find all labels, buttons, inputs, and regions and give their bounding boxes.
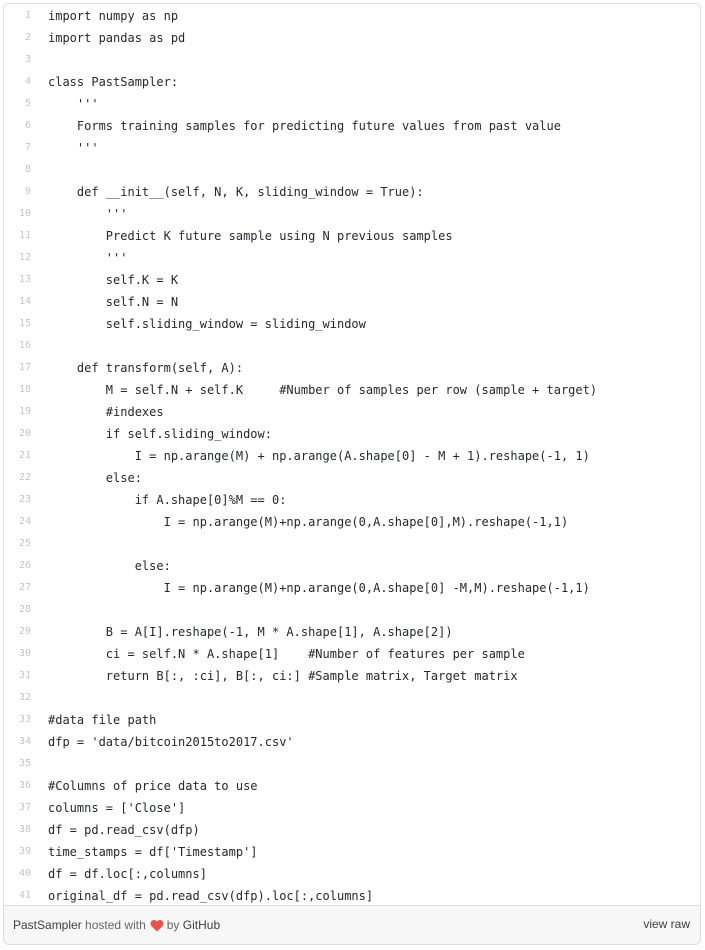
line-number[interactable]: 16 — [18, 340, 31, 351]
code-text: if A.shape[0]%M == 0: — [48, 493, 287, 507]
code-line — [4, 137, 700, 159]
hosted-with-text: hosted with — [85, 918, 146, 932]
line-number[interactable]: 20 — [18, 428, 31, 439]
code-text — [31, 49, 48, 71]
code-line — [4, 731, 700, 753]
line-number[interactable]: 33 — [18, 714, 31, 725]
heart-icon — [150, 919, 164, 932]
code-text: ''' — [48, 251, 128, 265]
code-line — [4, 621, 700, 643]
code-line — [4, 269, 700, 291]
code-line — [4, 577, 700, 599]
code-text: self.N = N — [48, 295, 179, 309]
line-number[interactable]: 32 — [18, 692, 31, 703]
code-text — [31, 687, 48, 709]
code-line — [4, 181, 700, 203]
code-text: #data file path — [48, 713, 157, 727]
view-raw-link[interactable]: view raw — [643, 917, 690, 931]
code-text: #indexes — [48, 405, 164, 419]
code-line — [4, 247, 700, 269]
code-viewer — [4, 5, 700, 908]
code-line — [4, 687, 700, 709]
line-number[interactable]: 25 — [18, 538, 31, 549]
code-text — [31, 599, 48, 621]
code-text: dfp = 'data/bitcoin2015to2017.csv' — [48, 735, 294, 749]
line-number[interactable]: 34 — [18, 736, 31, 747]
code-text: I = np.arange(M)+np.arange(0,A.shape[0] -M,M).reshape(-1,1) — [48, 581, 590, 595]
code-text: import numpy as np — [48, 9, 179, 23]
code-line — [4, 599, 700, 621]
code-line — [4, 49, 700, 71]
line-number[interactable]: 8 — [24, 164, 31, 175]
code-text: columns = ['Close'] — [48, 801, 186, 815]
line-number[interactable]: 27 — [18, 582, 31, 593]
gist-file-link[interactable]: PastSampler — [13, 918, 82, 932]
code-text: #Columns of price data to use — [48, 779, 258, 793]
code-line — [4, 819, 700, 841]
line-number[interactable]: 18 — [18, 384, 31, 395]
code-text: df = df.loc[:,columns] — [48, 867, 207, 881]
code-text: Forms training samples for predicting future values from past value — [48, 119, 561, 133]
code-text: ci = self.N * A.shape[1] #Number of features per sample — [48, 647, 525, 661]
code-line — [4, 27, 700, 49]
line-number[interactable]: 7 — [24, 142, 31, 153]
line-number[interactable]: 35 — [18, 758, 31, 769]
gist-meta — [13, 918, 220, 932]
code-line — [4, 885, 700, 907]
code-line — [4, 665, 700, 687]
gist-embed — [3, 3, 701, 945]
code-line — [4, 401, 700, 423]
code-text: self.K = K — [48, 273, 179, 287]
line-number[interactable]: 24 — [18, 516, 31, 527]
line-number[interactable]: 5 — [24, 98, 31, 109]
code-line — [4, 555, 700, 577]
code-text: import pandas as pd — [48, 31, 186, 45]
line-number[interactable]: 2 — [24, 32, 31, 43]
code-line — [4, 467, 700, 489]
code-line — [4, 489, 700, 511]
code-text — [31, 533, 48, 555]
line-number[interactable]: 11 — [18, 230, 31, 241]
line-number[interactable]: 30 — [18, 648, 31, 659]
code-line — [4, 423, 700, 445]
code-line — [4, 71, 700, 93]
line-number[interactable]: 19 — [18, 406, 31, 417]
line-number[interactable]: 22 — [18, 472, 31, 483]
line-number[interactable]: 13 — [18, 274, 31, 285]
code-line — [4, 797, 700, 819]
code-line — [4, 709, 700, 731]
code-text: ''' — [48, 207, 128, 221]
line-number[interactable]: 28 — [18, 604, 31, 615]
code-line — [4, 335, 700, 357]
code-text: else: — [48, 471, 142, 485]
code-line — [4, 511, 700, 533]
code-line — [4, 291, 700, 313]
code-line — [4, 5, 700, 27]
code-line — [4, 115, 700, 137]
line-number[interactable]: 3 — [24, 54, 31, 65]
line-number[interactable]: 41 — [18, 890, 31, 901]
line-number[interactable]: 9 — [24, 186, 31, 197]
code-text: ''' — [48, 97, 99, 111]
line-number[interactable]: 29 — [18, 626, 31, 637]
code-text — [31, 159, 48, 181]
code-text: if self.sliding_window: — [48, 427, 272, 441]
code-line — [4, 379, 700, 401]
code-text: time_stamps = df['Timestamp'] — [48, 845, 258, 859]
code-line — [4, 357, 700, 379]
code-line — [4, 533, 700, 555]
code-text: class PastSampler: — [48, 75, 179, 89]
line-number[interactable]: 12 — [18, 252, 31, 263]
code-line — [4, 753, 700, 775]
code-text: B = A[I].reshape(-1, M * A.shape[1], A.shape[2]) — [48, 625, 453, 639]
code-text: I = np.arange(M)+np.arange(0,A.shape[0],M).reshape(-1,1) — [48, 515, 569, 529]
code-text: def __init__(self, N, K, sliding_window = True): — [48, 185, 424, 199]
code-text: ''' — [48, 141, 99, 155]
line-number[interactable]: 17 — [18, 362, 31, 373]
line-number[interactable]: 21 — [18, 450, 31, 461]
github-link[interactable]: GitHub — [182, 918, 221, 932]
line-number[interactable]: 10 — [18, 208, 31, 219]
code-line — [4, 225, 700, 247]
line-number[interactable]: 14 — [18, 296, 31, 307]
code-text: Predict K future sample using N previous samples — [48, 229, 453, 243]
code-text: original_df = pd.read_csv(dfp).loc[:,columns] — [48, 889, 374, 903]
gist-footer — [4, 905, 700, 944]
code-line — [4, 203, 700, 225]
line-number[interactable]: 1 — [24, 10, 31, 21]
code-line — [4, 775, 700, 797]
code-line — [4, 863, 700, 885]
line-number[interactable]: 37 — [18, 802, 31, 813]
line-number[interactable]: 6 — [24, 120, 31, 131]
code-text: df = pd.read_csv(dfp) — [48, 823, 200, 837]
code-line — [4, 93, 700, 115]
code-text — [31, 335, 48, 357]
line-number[interactable]: 23 — [18, 494, 31, 505]
line-number[interactable]: 39 — [18, 846, 31, 857]
line-number[interactable]: 31 — [18, 670, 31, 681]
line-number[interactable]: 40 — [18, 868, 31, 879]
line-number[interactable]: 36 — [18, 780, 31, 791]
code-text: self.sliding_window = sliding_window — [48, 317, 366, 331]
code-line — [4, 313, 700, 335]
line-number[interactable]: 38 — [18, 824, 31, 835]
by-text: by — [166, 918, 180, 932]
code-text: I = np.arange(M) + np.arange(A.shape[0] - M + 1).reshape(-1, 1) — [48, 449, 590, 463]
line-number[interactable]: 26 — [18, 560, 31, 571]
code-text: M = self.N + self.K #Number of samples per row (sample + target) — [48, 383, 598, 397]
code-text: else: — [48, 559, 171, 573]
code-line — [4, 159, 700, 181]
code-text: return B[:, :ci], B[:, ci:] #Sample matrix, Target matrix — [48, 669, 518, 683]
code-line — [4, 643, 700, 665]
code-text: def transform(self, A): — [48, 361, 244, 375]
code-line — [4, 445, 700, 467]
line-number[interactable]: 4 — [24, 76, 31, 87]
code-text — [31, 753, 48, 775]
line-number[interactable]: 15 — [18, 318, 31, 329]
code-line — [4, 841, 700, 863]
